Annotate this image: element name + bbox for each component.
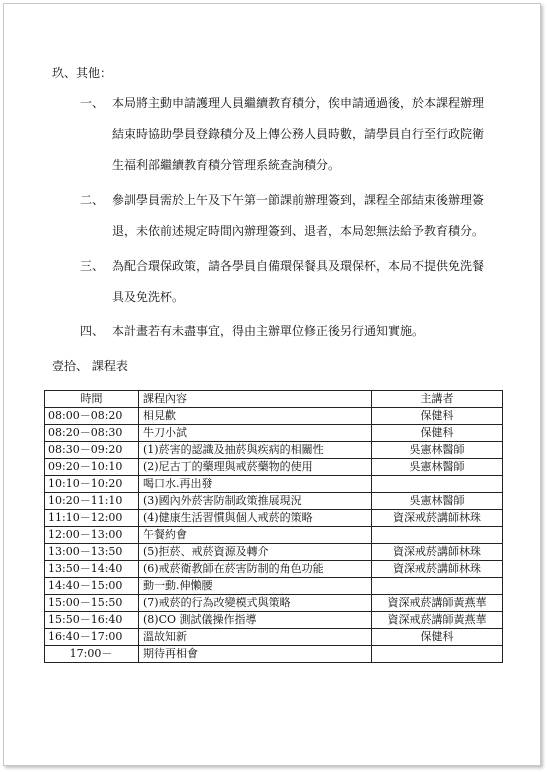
cell-speaker (372, 527, 503, 544)
cell-time: 17:00－ (45, 646, 139, 663)
cell-content: 喝口水.再出發 (139, 476, 372, 493)
cell-time: 11:10－12:00 (45, 510, 139, 527)
cell-content: 期待再相會 (139, 646, 372, 663)
cell-time: 15:00－15:50 (45, 595, 139, 612)
cell-speaker: 保健科 (372, 408, 503, 425)
schedule-body (45, 408, 503, 663)
item-text (112, 193, 504, 255)
cell-content: 相見歡 (139, 408, 372, 425)
cell-speaker: 吳憲林醫師 (372, 442, 503, 459)
item-number: 三、 (80, 259, 105, 273)
item-line: 具及免洗杯。 (112, 290, 185, 304)
item-line: 本計畫若有未盡事宜，得由主辦單位修正後另行通知實施。 (112, 324, 425, 338)
cell-speaker: 保健科 (372, 425, 503, 442)
schedule-table (44, 390, 503, 663)
section-ten-title: 壹拾、 課程表 (52, 359, 128, 373)
cell-time: 09:20－10:10 (45, 459, 139, 476)
cell-speaker: 吳憲林醫師 (372, 493, 503, 510)
item-line: 參訓學員需於上午及下午第一節課前辦理簽到，課程全部結束後辦理簽 (112, 193, 485, 207)
cell-content: (3)國內外菸害防制政策推展現況 (139, 493, 372, 510)
table-row (45, 442, 503, 459)
cell-time: 15:50－16:40 (45, 612, 139, 629)
cell-speaker (372, 578, 503, 595)
table-row (45, 629, 503, 646)
item-text (112, 324, 504, 355)
cell-speaker: 資深戒菸講師黃燕華 (372, 595, 503, 612)
table-row (45, 527, 503, 544)
table-row (45, 425, 503, 442)
section-nine-title: 玖、其他： (52, 66, 113, 80)
cell-content: (2)尼古丁的藥理與戒菸藥物的使用 (139, 459, 372, 476)
cell-content: 牛刀小試 (139, 425, 372, 442)
header-time: 時間 (45, 391, 139, 408)
table-header-row (45, 391, 503, 408)
cell-speaker (372, 476, 503, 493)
item-text (112, 259, 504, 321)
cell-content: (6)戒菸衛教師在菸害防制的角色功能 (139, 561, 372, 578)
item-line: 退，未依前述規定時間內辦理簽到、退者，本局恕無法給予教育積分。 (112, 224, 485, 238)
table-row (45, 561, 503, 578)
table-row (45, 510, 503, 527)
cell-speaker: 資深戒菸講師林珠 (372, 544, 503, 561)
table-row (45, 595, 503, 612)
table-row (45, 544, 503, 561)
table-row (45, 459, 503, 476)
cell-speaker: 資深戒菸講師林珠 (372, 561, 503, 578)
table-row (45, 612, 503, 629)
cell-time: 14:40－15:00 (45, 578, 139, 595)
cell-time: 10:20－11:10 (45, 493, 139, 510)
cell-content: 動一動.伸懶腰 (139, 578, 372, 595)
cell-time: 12:00－13:00 (45, 527, 139, 544)
header-content: 課程內容 (139, 391, 372, 408)
cell-time: 16:40－17:00 (45, 629, 139, 646)
table-row (45, 476, 503, 493)
item-number: 一、 (80, 96, 105, 110)
item-text (112, 96, 504, 189)
item-line: 本局將主動申請護理人員繼續教育積分，俟申請通過後，於本課程辦理 (112, 96, 485, 110)
table-row (45, 408, 503, 425)
cell-time: 13:00－13:50 (45, 544, 139, 561)
cell-time: 08:00－08:20 (45, 408, 139, 425)
cell-speaker: 保健科 (372, 629, 503, 646)
item-number: 四、 (80, 324, 105, 338)
item-line: 結束時協助學員登錄積分及上傳公務人員時數，請學員自行至行政院衛 (112, 127, 485, 141)
cell-content: (4)健康生活習慣與個人戒菸的策略 (139, 510, 372, 527)
cell-speaker (372, 646, 503, 663)
header-speaker: 主講者 (372, 391, 503, 408)
item-line: 生福利部繼續教育積分管理系統查詢積分。 (112, 158, 341, 172)
cell-speaker: 吳憲林醫師 (372, 459, 503, 476)
cell-speaker: 資深戒菸講師林珠 (372, 510, 503, 527)
cell-time: 08:20－08:30 (45, 425, 139, 442)
table-row (45, 493, 503, 510)
cell-content: (1)菸害的認識及抽菸與疾病的相關性 (139, 442, 372, 459)
cell-time: 10:10－10:20 (45, 476, 139, 493)
cell-speaker: 資深戒菸講師黃燕華 (372, 612, 503, 629)
cell-time: 13:50－14:40 (45, 561, 139, 578)
cell-content: (5)拒菸、戒菸資源及轉介 (139, 544, 372, 561)
cell-content: (8)CO 測試儀操作指導 (139, 612, 372, 629)
table-row (45, 578, 503, 595)
cell-content: 溫故知新 (139, 629, 372, 646)
cell-content: (7)戒菸的行為改變模式與策略 (139, 595, 372, 612)
table-row (45, 646, 503, 663)
cell-time: 08:30－09:20 (45, 442, 139, 459)
item-number: 二、 (80, 193, 105, 207)
cell-content: 午餐約會 (139, 527, 372, 544)
item-line: 為配合環保政策，請各學員自備環保餐具及環保杯，本局不提供免洗餐 (112, 259, 485, 273)
